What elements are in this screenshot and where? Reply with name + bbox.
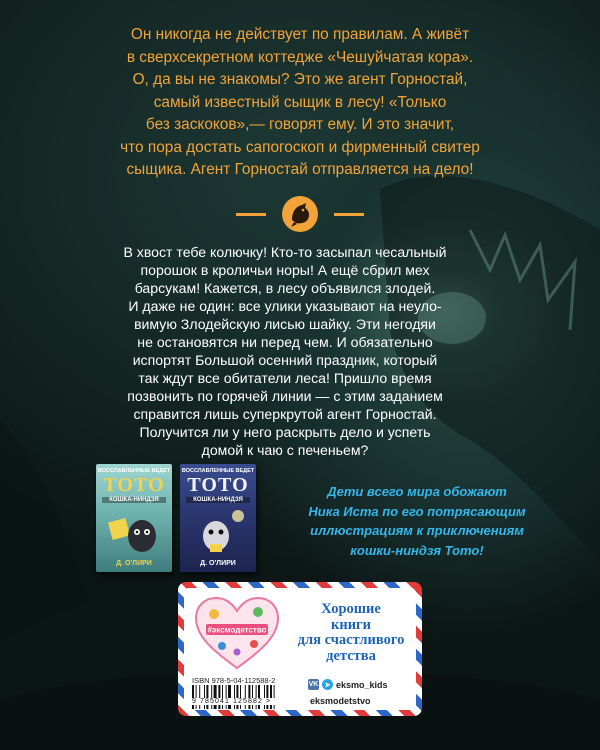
book-subtitle: КОШКА-НИНДЗЯ xyxy=(186,497,250,503)
barcode-bar xyxy=(196,685,197,709)
isbn-label: ISBN 978-5-04-112588-2 xyxy=(192,676,276,685)
barcode-bar xyxy=(256,685,257,709)
barcode-bar xyxy=(270,685,272,709)
divider-line-right xyxy=(334,213,364,216)
vk-icon: VK xyxy=(308,681,319,688)
publisher-badge xyxy=(178,582,422,716)
book-title: ТОТО xyxy=(187,474,249,496)
barcode-bar xyxy=(245,685,246,709)
barcode-bar xyxy=(274,685,275,709)
barcode-bar xyxy=(264,685,265,709)
social-handle: eksmo_kids xyxy=(336,679,388,690)
barcode-bar xyxy=(236,685,238,709)
barcode-bar xyxy=(228,685,231,709)
top-blurb: Он никогда не действует по правилам. А живёт в сверхсекретном коттедже «Чешуйчатая кора». О, да вы не знакомы? Это же агент Горностай, самый известный сыщик в лесу! «Только без заскоков»,— говорят ему. И это значит, что пора достать сапогоскоп и фирменный свитер сыщика. Агент Горностай отправляется на дело! xyxy=(120,26,480,178)
section-divider xyxy=(200,196,400,232)
claw-shape xyxy=(0,420,90,640)
book-title: ТОТО xyxy=(103,474,165,496)
book-series: ВОССЛАВЛЕННЫЕ ВЕДЕТ xyxy=(181,468,255,474)
social-row-kids xyxy=(308,678,412,691)
barcode-graphic xyxy=(192,685,302,709)
promo-text: Дети всего мира обожают Ника Иста по его потрясающим иллюстрациям к приключениям кошки-ниндзя Тото! xyxy=(308,484,526,558)
book-series: ВОССЛАВЛЕННЫЕ ВЕДЕТ xyxy=(97,468,171,474)
badge-inner xyxy=(184,588,416,710)
barcode-bar xyxy=(258,685,260,709)
book-cover-2 xyxy=(180,464,256,572)
social-row-site xyxy=(308,694,412,707)
book-author: Д. О'ЛИРИ xyxy=(200,560,236,567)
ermine-emblem-icon xyxy=(282,196,318,232)
barcode-bar xyxy=(252,685,253,709)
barcode-bar xyxy=(222,685,223,709)
barcode-bar xyxy=(218,685,220,709)
book-subtitle: КОШКА-НИНДЗЯ xyxy=(102,497,166,503)
badge-hashtag: #эксмодетство xyxy=(207,625,267,635)
barcode-bar xyxy=(211,685,212,709)
book-author: Д. О'ЛИРИ xyxy=(116,560,152,567)
barcode-bar xyxy=(192,685,194,709)
heart-logo-icon xyxy=(192,594,282,672)
book-illustration-ninja-cat xyxy=(96,506,172,558)
barcode-bar xyxy=(204,685,205,709)
barcode-bar xyxy=(234,685,235,709)
barcode-bar xyxy=(266,685,268,709)
book-illustration-cat-in-night xyxy=(180,506,256,558)
badge-slogan: Хорошие книги для счастливого детства xyxy=(297,601,405,664)
divider-line-left xyxy=(236,213,266,216)
barcode-bar xyxy=(240,685,241,709)
main-description: В хвост тебе колючку! Кто-то засыпал чесальный порошок в кроличьи норы! А ещё сбрил мех барсукам! Кажется, в лесу объявился злодей. И даже не один: все улики указывают на неуло- вимую Злодейскую лисью шайку. Эти негодяи не остановятся ни перед чем. И обязательно испортят Большой осенний праздник, который так ждут все обитатели леса! Пришло время позвонить по горячей линии — с этим заданием справится лишь суперкрутой агент Горностай. Получится ли у него раскрыть дело и успеть домой к чаю с печеньем? xyxy=(123,244,447,458)
site-handle: eksmodetstvo xyxy=(310,695,371,706)
telegram-icon: ➤ xyxy=(322,679,333,690)
barcode-bar xyxy=(214,685,217,709)
barcode-bar xyxy=(248,685,250,709)
book-cover-1 xyxy=(96,464,172,572)
barcode-bar xyxy=(206,685,208,709)
barcode-bar xyxy=(199,685,200,709)
barcode-bar xyxy=(226,685,227,709)
barcode-number: 9 785041 125882 > xyxy=(192,698,302,705)
social-links xyxy=(308,678,412,710)
